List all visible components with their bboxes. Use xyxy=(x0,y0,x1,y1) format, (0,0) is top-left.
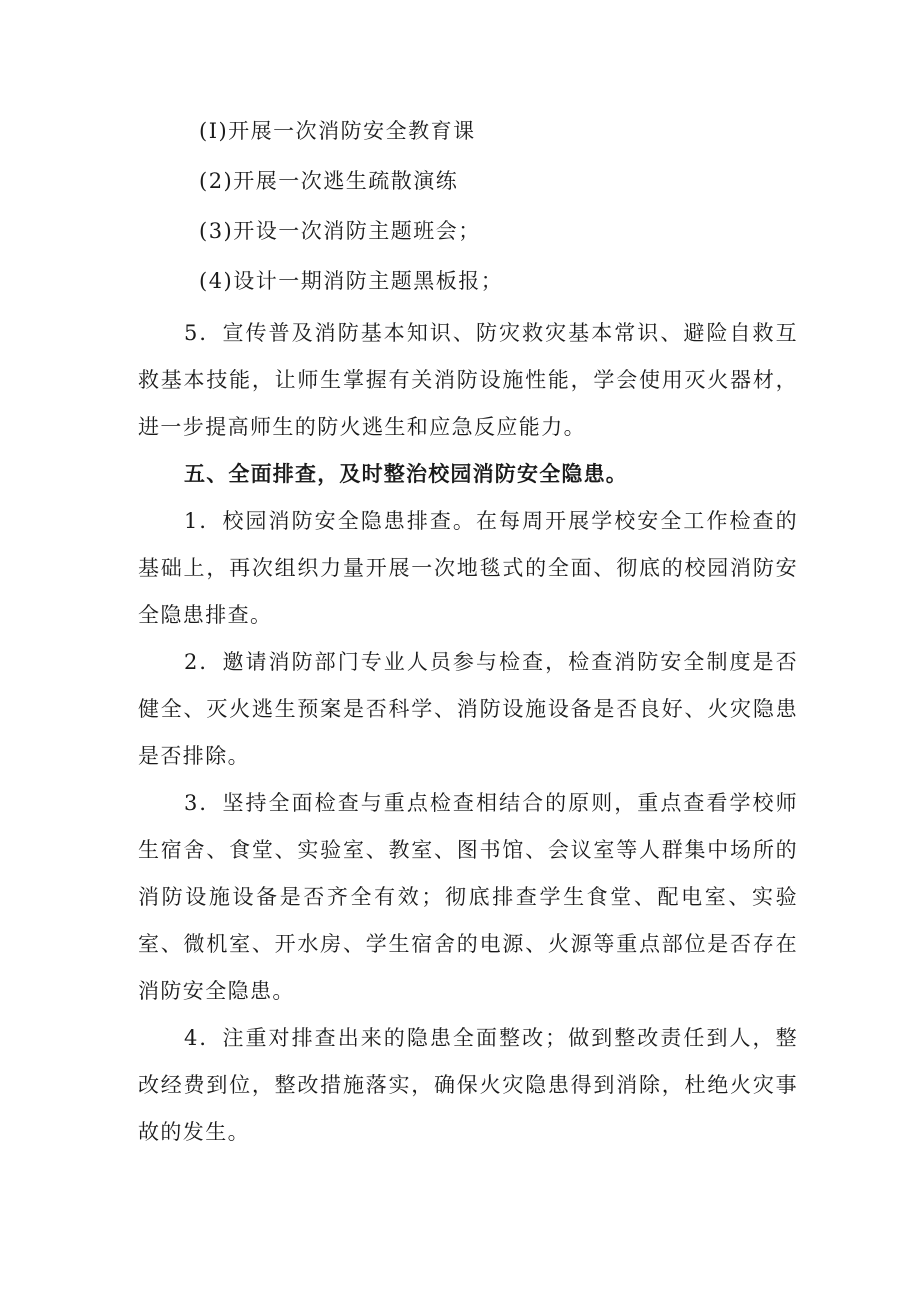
list-item-3: (3)开设一次消防主题班会； xyxy=(199,219,481,243)
list-item-2: (2)开展一次逃生疏散演练 xyxy=(199,169,459,193)
section-paragraph-3: 3．坚持全面检查与重点检查相结合的原则，重点查看学校师生宿舍、食堂、实验室、教室、图书馆、会议室等人群集中场所的消防设施设备是否齐全有效；彻底排查学生食堂、配电室、实验室、微机室、开水房、学生宿舍的电源、火源等重点部位是否存在消防安全隐患。 xyxy=(138,791,798,1003)
document-body xyxy=(138,106,798,1156)
section-paragraph-1: 1．校园消防安全隐患排查。在每周开展学校安全工作检查的基础上，再次组织力量开展一次地毯式的全面、彻底的校园消防安全隐患排查。 xyxy=(138,509,798,627)
section-paragraph-2: 2．邀请消防部门专业人员参与检查，检查消防安全制度是否健全、灭火逃生预案是否科学、消防设施设备是否良好、火灾隐患是否排除。 xyxy=(138,650,798,768)
list-item-4: (4)设计一期消防主题黑板报； xyxy=(199,269,504,293)
section-heading-5: 五、全面排查，及时整治校园消防安全隐患。 xyxy=(184,462,628,486)
section-paragraph-4: 4．注重对排查出来的隐患全面整改；做到整改责任到人，整改经费到位，整改措施落实，确保火灾隐患得到消除，杜绝火灾事故的发生。 xyxy=(138,1026,798,1144)
list-item-1: (I)开展一次消防安全教育课 xyxy=(199,119,476,143)
paragraph-5: 5．宣传普及消防基本知识、防灾救灾基本常识、避险自救互救基本技能，让师生掌握有关消防设施性能，学会使用灭火器材，进一步提高师生的防火逃生和应急反应能力。 xyxy=(138,321,798,439)
